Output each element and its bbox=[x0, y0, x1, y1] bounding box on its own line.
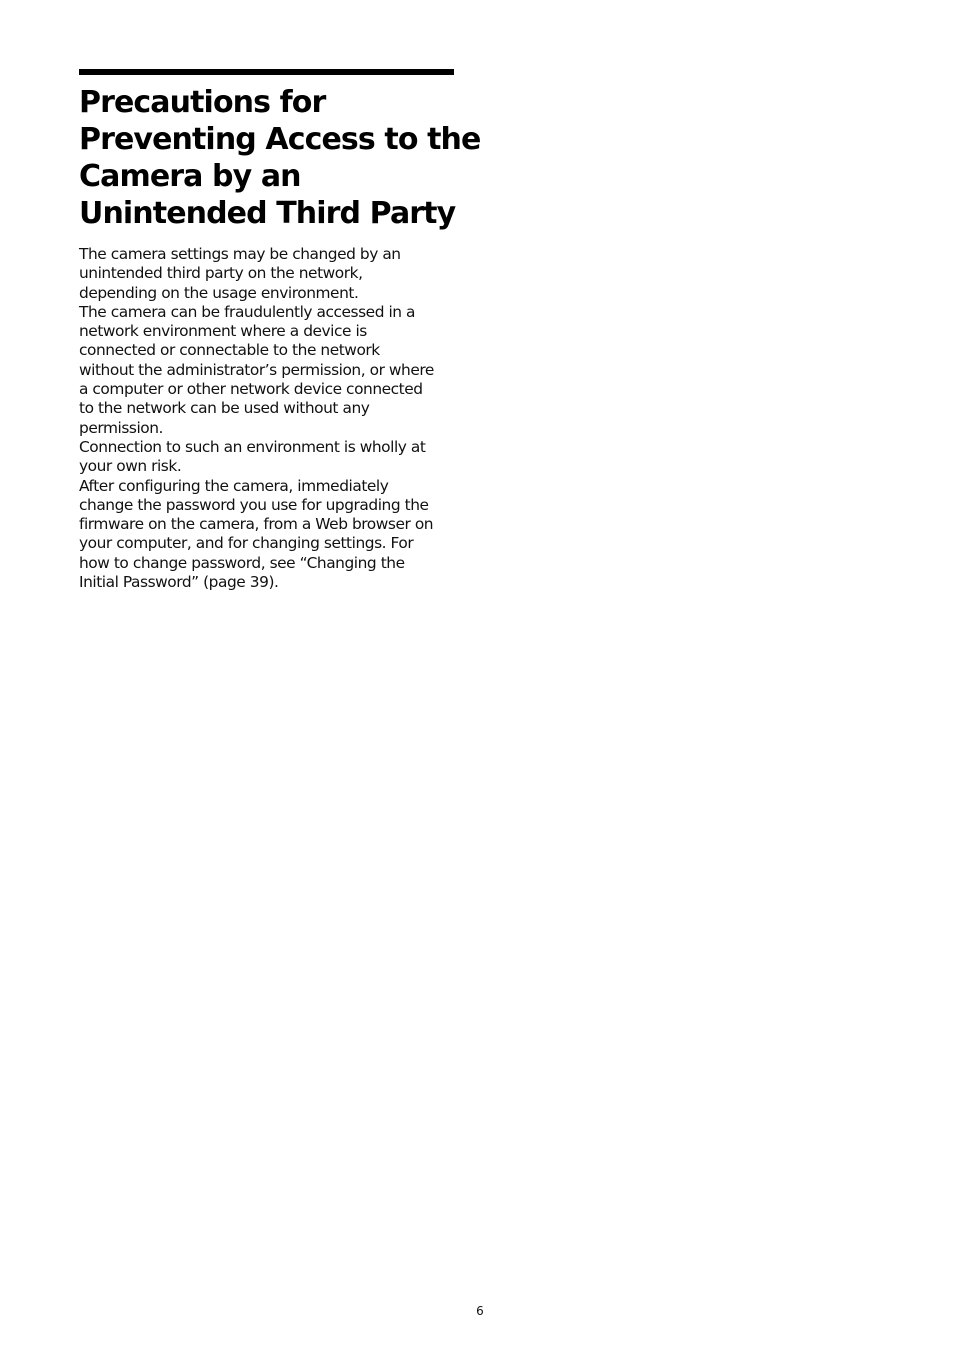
body-line: how to change password, see “Changing the bbox=[79, 553, 405, 572]
body-line: After configuring the camera, immediately bbox=[79, 476, 389, 495]
heading-line: Camera by an bbox=[79, 159, 301, 194]
body-line: your own risk. bbox=[79, 457, 182, 476]
body-line: Connection to such an environment is wholly at bbox=[79, 437, 426, 456]
heading-line: Preventing Access to the bbox=[79, 122, 481, 157]
body-line: Initial Password” (page 39). bbox=[79, 573, 279, 592]
section-heading bbox=[79, 84, 481, 232]
heading-line: Precautions for bbox=[79, 85, 326, 120]
body-line: firmware on the camera, from a Web browser on bbox=[79, 515, 434, 534]
body-line: connected or connectable to the network bbox=[79, 341, 380, 360]
page-number: 6 bbox=[476, 1304, 484, 1318]
body-line: The camera settings may be changed by an bbox=[79, 245, 401, 263]
body-paragraphs bbox=[79, 245, 454, 592]
body-line: to the network can be used without any bbox=[79, 399, 370, 418]
heading-rule bbox=[79, 69, 454, 75]
body-line: change the password you use for upgrading the bbox=[79, 495, 429, 514]
body-line: your computer, and for changing settings. For bbox=[79, 534, 414, 553]
body-line: without the administrator’s permission, or where bbox=[79, 360, 434, 379]
body-line: a computer or other network device connected bbox=[79, 380, 423, 399]
body-line: unintended third party on the network, bbox=[79, 264, 363, 283]
body-line: permission. bbox=[79, 418, 163, 437]
body-line: network environment where a device is bbox=[79, 322, 367, 341]
body-line: The camera can be fraudulently accessed in a bbox=[79, 302, 416, 321]
main-column bbox=[79, 69, 481, 592]
body-line: depending on the usage environment. bbox=[79, 283, 359, 302]
heading-line: Unintended Third Party bbox=[79, 196, 456, 231]
